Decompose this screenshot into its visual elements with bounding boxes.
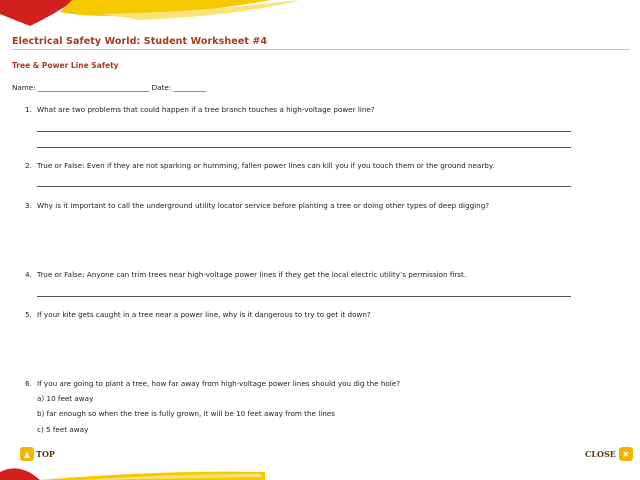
question-number: 5.	[25, 310, 32, 319]
worksheet-title: Electrical Safety World: Student Worksheet #4	[12, 36, 268, 47]
question-number: 4.	[25, 270, 32, 279]
option-b: b) far enough so when the tree is fully grown, it will be 10 feet away from the lines	[37, 409, 335, 418]
name-date-line: Name: _______________________________ Date: _________	[12, 83, 206, 92]
question-2	[25, 161, 494, 170]
option-a: a) 10 feet away	[37, 394, 94, 403]
answer-line	[37, 186, 571, 187]
worksheet-subtitle: Tree & Power Line Safety	[12, 61, 119, 70]
question-number: 1.	[25, 105, 32, 114]
top-button[interactable]	[20, 447, 55, 461]
close-button-label: CLOSE	[585, 449, 616, 459]
question-text: True or False: Even if they are not sparking or humming, fallen power lines can kill you if you touch them or the ground nearby.	[37, 161, 495, 170]
close-button[interactable]	[585, 447, 633, 461]
question-text: Why is it important to call the underground utility locator service before planting a tree or doing other types of deep digging?	[37, 201, 490, 210]
close-icon: ✕	[619, 447, 633, 461]
top-button-label: TOP	[36, 449, 55, 459]
footer-swoosh-decoration	[0, 444, 640, 480]
question-4	[25, 270, 466, 279]
answer-line	[37, 147, 571, 148]
question-number: 6.	[25, 379, 32, 388]
question-text: What are two problems that could happen if a tree branch touches a high-voltage power line?	[37, 105, 375, 114]
question-text: If you are going to plant a tree, how far away from high-voltage power lines should you dig the hole?	[37, 379, 401, 388]
answer-line	[37, 131, 571, 132]
arrow-up-icon: ▲	[20, 447, 34, 461]
question-1	[25, 105, 375, 114]
question-6	[25, 379, 400, 388]
header-swoosh-decoration	[0, 0, 640, 30]
question-5	[25, 310, 371, 319]
answer-line	[37, 296, 571, 297]
option-c: c) 5 feet away	[37, 425, 89, 434]
question-number: 3.	[25, 201, 32, 210]
question-3	[25, 201, 489, 210]
question-text: True or False: Anyone can trim trees near high-voltage power lines if they get the local electric utility’s permission first.	[37, 270, 467, 279]
question-number: 2.	[25, 161, 32, 170]
question-text: If your kite gets caught in a tree near a power line, why is it dangerous to try to get it down?	[37, 310, 371, 319]
title-divider	[12, 49, 630, 50]
